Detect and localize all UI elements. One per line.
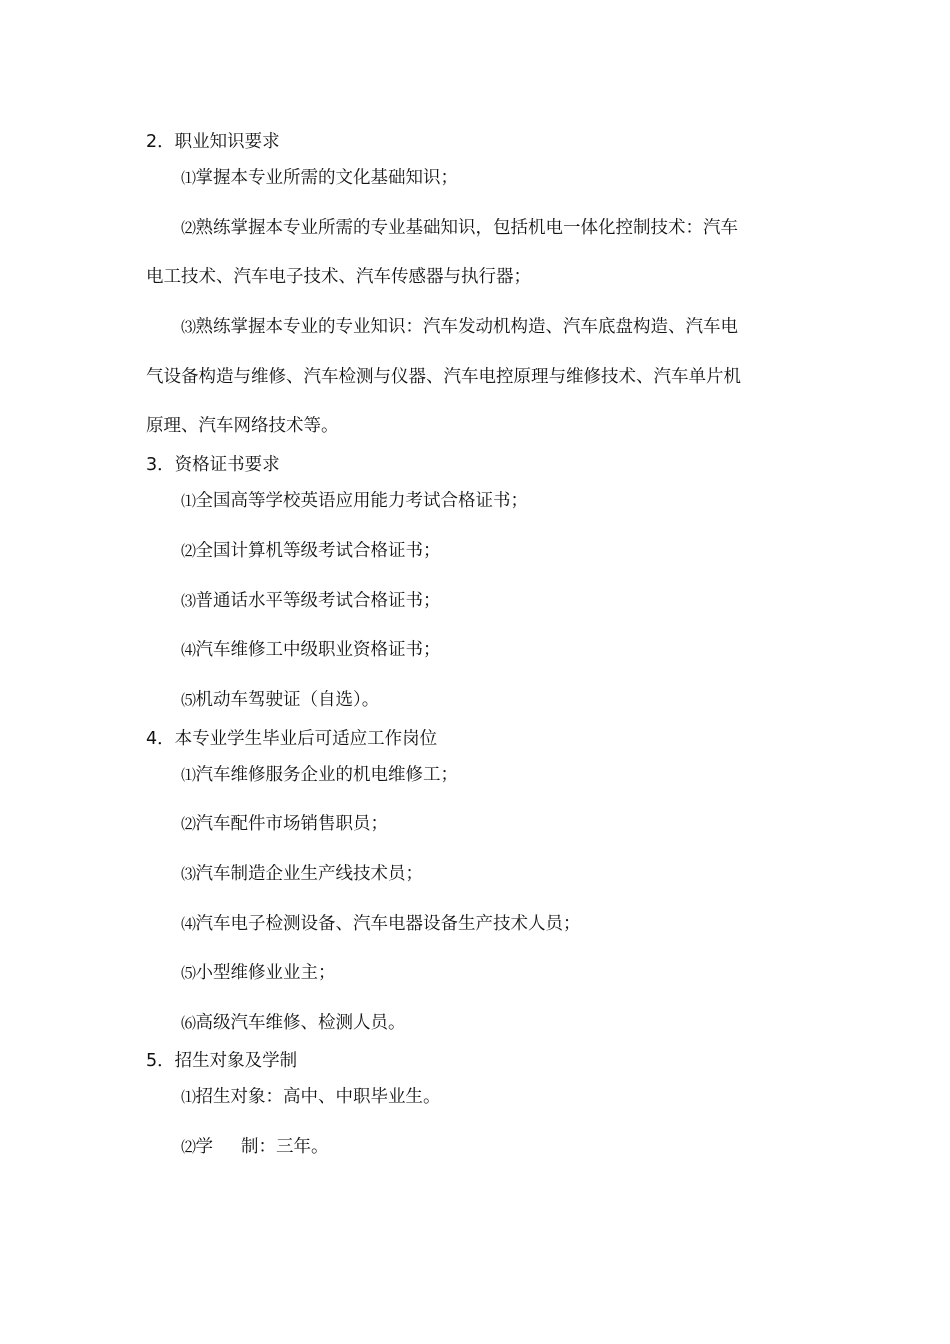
item-text: 汽车配件市场销售职员； [195,814,389,834]
item-text: 高级汽车维修、检测人员。 [195,1013,406,1033]
item-text: 汽车制造企业生产线技术员； [195,864,424,884]
item-number: ⑵ [181,542,196,560]
item-text: 制：三年。 [241,1137,329,1157]
list-item [181,1009,406,1034]
item-text: 招生对象：高中、中职毕业生。 [195,1087,441,1107]
item-text: 小型维修业业主； [195,963,336,983]
item-number: ⑵ [181,1138,196,1156]
section-heading: 2．职业知识要求 [146,132,280,152]
item-text-continuation: 原理、汽车网络技术等。 [146,416,339,436]
list-item [181,1133,329,1158]
list-item [181,1083,441,1108]
item-number: ⑴ [181,1088,196,1106]
list-item [181,487,528,512]
item-number: ⑵ [181,815,196,833]
item-number: ⑴ [181,169,196,187]
item-text: 汽车维修服务企业的机电维修工； [195,765,459,785]
item-text: 熟练掌握本专业的专业知识：汽车发动机构造、汽车底盘构造、汽车电 [195,317,739,337]
item-text: 全国计算机等级考试合格证书； [195,541,441,561]
section-heading: 5．招生对象及学制 [146,1051,298,1071]
list-item [181,313,738,338]
item-text: 机动车驾驶证（自选）。 [195,690,380,710]
item-number: ⑶ [181,865,196,883]
item-number: ⑹ [181,1014,196,1032]
item-text: 熟练掌握本专业所需的专业基础知识，包括机电一体化控制技术：汽车 [195,218,739,238]
list-item [181,959,336,984]
item-text: 汽车维修工中级职业资格证书； [195,640,441,660]
list-item [181,636,441,661]
list-item [181,860,423,885]
item-number: ⑷ [181,915,196,933]
list-item [181,537,441,562]
section-heading: 3．资格证书要求 [146,455,280,475]
list-item [181,164,458,189]
list-item [181,686,379,711]
item-number: ⑸ [181,691,196,709]
list-item [181,587,441,612]
item-text-continuation: 气设备构造与维修、汽车检测与仪器、汽车电控原理与维修技术、汽车单片机 [146,367,741,387]
section-heading: 4．本专业学生毕业后可适应工作岗位 [146,729,438,749]
item-number: ⑴ [181,492,196,510]
list-item [181,761,458,786]
list-item [181,214,738,239]
list-item [181,910,581,935]
item-number: ⑸ [181,964,196,982]
item-number: ⑵ [181,219,196,237]
item-text: 普通话水平等级考试合格证书； [195,591,441,611]
item-text: 汽车电子检测设备、汽车电器设备生产技术人员； [195,914,581,934]
item-number: ⑶ [181,318,196,336]
item-text-continuation: 电工技术、汽车电子技术、汽车传感器与执行器； [146,267,531,287]
list-item [181,810,388,835]
item-text: 掌握本专业所需的文化基础知识； [195,168,459,188]
item-text: 全国高等学校英语应用能力考试合格证书； [195,491,529,511]
item-number: ⑴ [181,766,196,784]
item-number: ⑶ [181,592,196,610]
item-text: 学 [195,1137,214,1157]
item-number: ⑷ [181,641,196,659]
